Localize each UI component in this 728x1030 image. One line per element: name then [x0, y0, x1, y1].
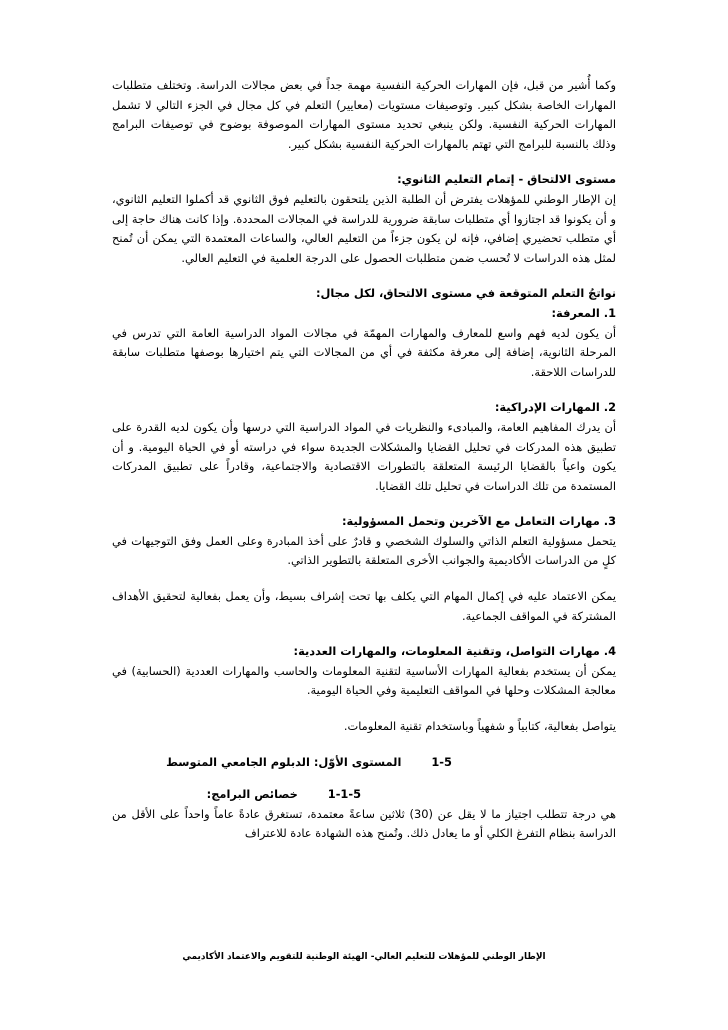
intro-paragraph: وكما أُشير من قبل، فإن المهارات الحركية النفسية مهمة جداً في بعض مجالات الدراسة. وتختلف متطلبات المهارات الخاصة بشكل كبير. وتوصيفات مستويات (معايير) التعلم في كل مجال في الجزء التالي لا تشمل المهارات الحركية النفسية. ولكن ينبغي تحديد مستوى المهارات الموصوفة بوضوح في توصيفات البرامج وذلك بالنسبة للبرامج التي تهتم بالمهارات الحركية النفسية بشكل كبير. — [112, 78, 616, 151]
section-1-1-5-title: خصائص البرامج: — [206, 787, 298, 802]
section-1-1-5-paragraph: هي درجة تتطلب اجتياز ما لا يقل عن (30) ثلاثين ساعةً معتمدة، تستغرق عادةً عاماً واحداً على الأقل من الدراسة بنظام التفرغ الكلي أو ما يعادل ذلك. وتُمنح هذه الشهادة عادة للاعتراف — [112, 806, 616, 841]
document-page — [0, 76, 728, 844]
knowledge-paragraph: أن يكون لديه فهم واسع للمعارف والمهارات المهمّة في مجالات المواد الدراسية العامة التي تدرس في المرحلة الثانوية، إضافة إلى معرفة مكثفة في أي من المجالات التي يتم اختيارها بوصفها متطلبات سابقة للدراسات اللاحقة. — [112, 325, 616, 379]
interpersonal-paragraph-2: يمكن الاعتماد عليه في إكمال المهام التي يكلف بها تحت إشراف بسيط، وأن يعمل بفعالية لتحقيق الأهداف المشتركة في المواقف الجماعية. — [112, 589, 616, 623]
outcomes-heading: نواتجُ التعلم المتوقعة في مستوى الالتحاق، لكل مجال: — [315, 286, 616, 301]
interpersonal-heading: 3. مهارات التعامل مع الآخرين وتحمل المسؤولية: — [341, 514, 616, 529]
page-footer: الإطار الوطني للمؤهلات للتعليم العالي- الهيئة الوطنية للتقويم والاعتماد الأكاديمي — [182, 952, 546, 962]
section-1-1-5-number: 1-1-5 — [327, 787, 361, 802]
communication-paragraph: يمكن أن يستخدم بفعالية المهارات الأساسية لتقنية المعلومات والحاسب والمهارات العددية (الحسابية) في معالجة المشكلات وحلها في المواقف التعليمية وفي الحياة اليومية. — [112, 663, 616, 698]
section-1-1-5-heading — [112, 785, 616, 805]
cognitive-paragraph: أن يدرك المفاهيم العامة، والمبادىء والنظريات في المواد الدراسية التي درسها وأن يكون لديه القدرة على تطبيق هذه المدركات في تحليل القضايا والمشكلات الجديدة سواء في دراسته أو في الحياة اليومية. و أن يكون واعياً بالقضايا الرئيسة المتعلقة بالتطورات الاقتصادية والاجتماعية، وقادراً على تطبيق المدركات المستمدة من تلك الدراسات في تحليل تلك القضايا. — [112, 419, 616, 493]
section-1-5-heading — [112, 753, 616, 773]
section-1-5-number: 1-5 — [431, 754, 452, 769]
communication-paragraph-2: يتواصل بفعالية، كتابياً و شفهياً وباستخدام تقنية المعلومات. — [343, 719, 616, 734]
communication-heading: 4. مهارات التواصل، وتقنية المعلومات، والمهارات العددية: — [293, 644, 616, 659]
knowledge-heading: 1. المعرفة: — [551, 305, 616, 320]
entry-level-heading: مستوى الالتحاق - إتمام التعليم الثانوي: — [397, 172, 616, 187]
cognitive-heading: 2. المهارات الإدراكية: — [494, 400, 616, 415]
interpersonal-paragraph: يتحمل مسؤولية التعلم الذاتي والسلوك الشخصي و قادرٌ على أخذ المبادرة وعلى العمل وفق التوجيهات في كلٍ من الدراسات الأكاديمية والجوانب الأخرى المتعلقة بالتطوير الذاتي. — [112, 533, 616, 568]
entry-level-paragraph: إن الإطار الوطني للمؤهلات يفترض أن الطلبة الذين يلتحقون بالتعليم فوق الثانوي قد أكملوا التعليم الثانوي، و أن يكونوا قد اجتازوا أي متطلبات سابقة ضرورية للدراسة في المجالات المحددة. وإذا كانت هناك حاجة إلى أي متطلب تحضيري إضافي، فإنه لن يكون جزءاً من التعليم العالي، والساعات المعتمدة التي يمكن أن تُمنح لمثل هذه الدراسات لا تُحسب ضمن متطلبات الحصول على الدرجة العلمية في التعليم العالي. — [112, 191, 616, 265]
section-1-5-title: المستوى الأوّل: الدبلوم الجامعي المتوسط — [166, 754, 402, 769]
